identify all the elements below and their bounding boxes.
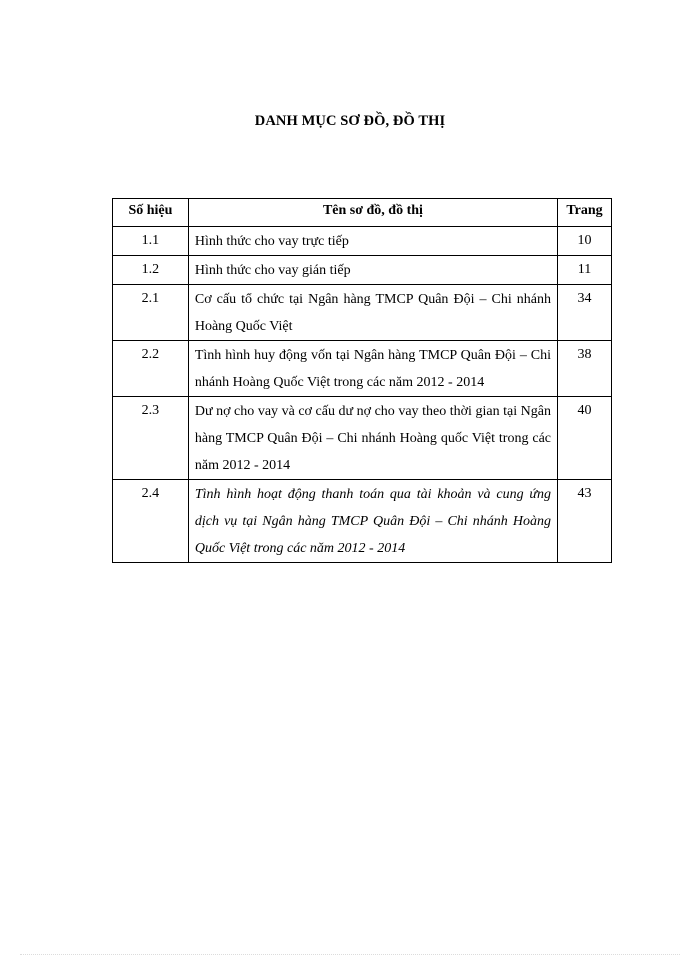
row-page: 10 — [558, 227, 612, 256]
header-name: Tên sơ đồ, đồ thị — [188, 199, 557, 227]
table-row — [113, 480, 612, 563]
row-page: 38 — [558, 341, 612, 397]
row-name: Tình hình hoạt động thanh toán qua tài khoản và cung ứng dịch vụ tại Ngân hàng TMCP Quân Đội – Chi nhánh Hoàng Quốc Việt trong các năm 2012 - 2014 — [188, 480, 557, 563]
row-name: Hình thức cho vay trực tiếp — [188, 227, 557, 256]
page-title: DANH MỤC SƠ ĐỒ, ĐỒ THỊ — [254, 113, 446, 129]
row-number: 1.2 — [113, 256, 189, 285]
row-name: Cơ cấu tổ chức tại Ngân hàng TMCP Quân Đội – Chi nhánh Hoàng Quốc Việt — [188, 285, 557, 341]
row-number: 2.2 — [113, 341, 189, 397]
page-bottom-divider — [20, 954, 680, 955]
row-page: 34 — [558, 285, 612, 341]
table-row — [113, 285, 612, 341]
row-number: 1.1 — [113, 227, 189, 256]
row-page: 40 — [558, 397, 612, 480]
table-row — [113, 397, 612, 480]
table-header-row — [113, 199, 612, 227]
row-name: Hình thức cho vay gián tiếp — [188, 256, 557, 285]
table-row — [113, 341, 612, 397]
table-row — [113, 256, 612, 285]
row-page: 43 — [558, 480, 612, 563]
row-number: 2.3 — [113, 397, 189, 480]
table-row — [113, 227, 612, 256]
row-number: 2.4 — [113, 480, 189, 563]
header-number: Số hiệu — [113, 199, 189, 227]
row-page: 11 — [558, 256, 612, 285]
row-number: 2.1 — [113, 285, 189, 341]
header-page: Trang — [558, 199, 612, 227]
figures-list-table — [112, 198, 612, 563]
row-name: Tình hình huy động vốn tại Ngân hàng TMCP Quân Đội – Chi nhánh Hoàng Quốc Việt trong các năm 2012 - 2014 — [188, 341, 557, 397]
row-name: Dư nợ cho vay và cơ cấu dư nợ cho vay theo thời gian tại Ngân hàng TMCP Quân Đội – Chi nhánh Hoàng quốc Việt trong các năm 2012 - 2014 — [188, 397, 557, 480]
